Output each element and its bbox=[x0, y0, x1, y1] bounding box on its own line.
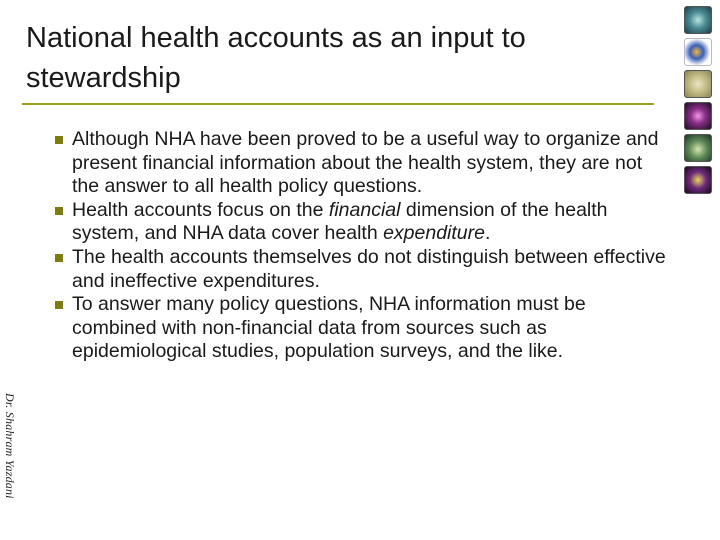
author-credit: Dr. Shahram Yazdani bbox=[3, 393, 17, 499]
square-bullet-icon bbox=[55, 136, 63, 144]
bullet-emphasis: expenditure bbox=[383, 222, 485, 245]
teal-cell-image-icon bbox=[684, 6, 712, 34]
bullet-item bbox=[72, 293, 672, 364]
blue-orange-molecule-image-icon bbox=[684, 38, 712, 66]
square-bullet-icon bbox=[55, 301, 63, 309]
bullet-item bbox=[72, 128, 672, 199]
green-tissue-image-icon bbox=[684, 134, 712, 162]
bullet-item bbox=[72, 199, 672, 246]
bullet-text: To answer many policy questions, NHA information must be combined with non-financial data from sources such as epidemiological studies, population surveys, and the like. bbox=[72, 293, 586, 363]
decorative-thumbnail-strip bbox=[684, 6, 712, 198]
bullet-text: Although NHA have been proved to be a useful way to organize and present financial information about the health system, they are not the answer to all health policy questions. bbox=[72, 128, 659, 198]
bullet-item bbox=[72, 246, 672, 293]
square-bullet-icon bbox=[55, 207, 63, 215]
square-bullet-icon bbox=[55, 254, 63, 262]
bullet-text-part: dimension of the health system, and NHA data cover health bbox=[72, 198, 608, 245]
bullet-list bbox=[72, 128, 672, 364]
magenta-neuron-image-icon bbox=[684, 102, 712, 130]
title-underline bbox=[22, 103, 654, 105]
bullet-text: The health accounts themselves do not distinguish between effective and ineffective expenditures. bbox=[72, 245, 666, 292]
beige-cell-image-icon bbox=[684, 70, 712, 98]
bullet-text-part: Health accounts focus on the bbox=[72, 198, 329, 221]
purple-yellow-cell-image-icon bbox=[684, 166, 712, 194]
bullet-text-part: . bbox=[485, 222, 491, 245]
slide-title: National health accounts as an input to stewardship bbox=[26, 22, 526, 94]
bullet-emphasis: financial bbox=[328, 198, 401, 221]
